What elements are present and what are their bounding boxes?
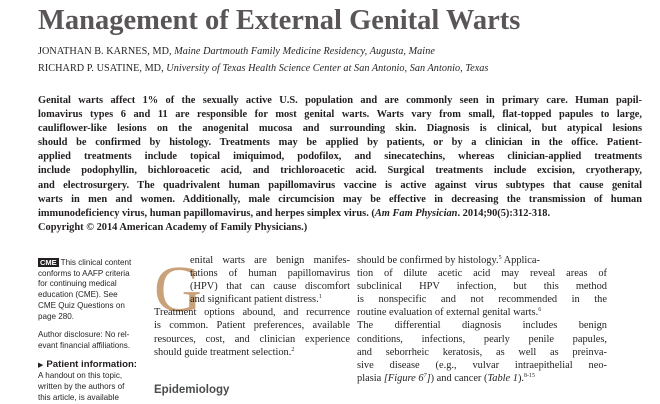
reference-marker[interactable]: 1 bbox=[318, 294, 322, 301]
body-line: subclinical HPV infection, but this method bbox=[357, 281, 607, 293]
body-line bbox=[154, 346, 350, 359]
body-column-2 bbox=[357, 254, 607, 385]
body-text: should be confirmed by histology. bbox=[357, 255, 499, 266]
cme-text: This clinical content bbox=[60, 258, 132, 267]
author-name: RICHARD P. USATINE, MD, bbox=[38, 63, 164, 74]
abstract-text: immunodeficiency virus, human papillomavirus, and herpes simplex virus. ( bbox=[38, 207, 375, 219]
section-heading-epidemiology: Epidemiology bbox=[154, 384, 230, 396]
body-line bbox=[357, 372, 607, 385]
table-reference[interactable]: Table 1 bbox=[487, 372, 518, 384]
body-text: should guide treatment selection. bbox=[154, 346, 292, 358]
body-line: enital warts are benign manifes- bbox=[190, 255, 350, 266]
abstract-line: and electrosurgery. The quadrivalent human papillomavirus vaccine is active against virus subtypes that cause genital bbox=[38, 179, 642, 191]
body-line: is nonspecific and not recommended in the bbox=[357, 294, 607, 306]
copyright: Copyright © 2014 American Academy of Family Physicians.) bbox=[38, 221, 308, 233]
triangle-right-icon: ▶ bbox=[38, 361, 44, 369]
body-line: The differential diagnosis includes benign bbox=[357, 320, 607, 332]
abstract-line: lomavirus types 6 and 11 are responsible for most genital warts. Warts vary from small, flat-topped papules to large, bbox=[38, 109, 642, 121]
body-line: tion of dilute acetic acid may reveal areas of bbox=[357, 268, 607, 280]
body-text: ). bbox=[517, 372, 525, 384]
author-affiliation: University of Texas Health Science Center at San Antonio, San Antonio, Texas bbox=[166, 63, 489, 74]
body-line: Treatment options abound, and recurrence bbox=[154, 307, 350, 319]
body-line: resources, cost, and clinician experience bbox=[154, 333, 350, 345]
body-line bbox=[357, 306, 607, 319]
reference-marker[interactable]: 5 bbox=[498, 255, 502, 261]
body-text: ) and cancer ( bbox=[430, 372, 488, 384]
cme-quiz-link[interactable]: CME Quiz Questions on bbox=[38, 300, 125, 310]
patient-info-text: written by the authors of bbox=[38, 382, 125, 392]
author-disclosure: Author disclosure: No rel- bbox=[38, 330, 130, 340]
patient-info-text: A handout on this topic, bbox=[38, 371, 123, 381]
author-disclosure: evant financial affiliations. bbox=[38, 340, 131, 350]
figure-reference[interactable]: [Figure $6^7$] bbox=[383, 372, 431, 384]
drop-cap: G bbox=[154, 253, 202, 326]
body-line: tations of human papillomavirus bbox=[190, 268, 350, 280]
body-text: routine evaluation of external genital warts. bbox=[357, 307, 539, 319]
abstract-line: include podophyllin, bichloroacetic acid, and trichloroacetic acid. Surgical treatments include excision, cryotherapy, bbox=[38, 165, 642, 177]
body-line: and seborrheic keratosis, as well as preinva- bbox=[357, 346, 607, 358]
body-column-1 bbox=[154, 254, 350, 359]
cme-line bbox=[38, 258, 153, 269]
author-2 bbox=[38, 63, 488, 74]
body-text: and significant patient distress. bbox=[190, 294, 319, 306]
body-line bbox=[357, 254, 607, 267]
abstract-line: warts in men and women. Additionally, male circumcision may be effective in decreasing the transmission of human bbox=[38, 193, 642, 205]
reference-marker[interactable]: 6 bbox=[538, 307, 542, 314]
body-line: (HPV) that can cause discomfort bbox=[190, 281, 350, 293]
patient-info-text: this article, is available bbox=[38, 392, 119, 402]
journal-citation: Am Fam Physician bbox=[374, 207, 458, 219]
abstract-line: applied treatments include topical imiquimod, podofilox, and sinecatechins, whereas clinician-applied treatments bbox=[38, 151, 642, 163]
body-line: is common. Patient preferences, available bbox=[154, 320, 350, 332]
author-affiliation: Maine Dartmouth Family Medicine Residency, Augusta, Maine bbox=[174, 46, 435, 57]
body-line: conditions, infections, pearly penile papules, bbox=[357, 333, 607, 345]
body-text: plasia bbox=[357, 372, 384, 384]
body-line bbox=[154, 293, 350, 306]
body-line: sive disease (e.g., vulvar intraepithelial neo- bbox=[357, 359, 607, 371]
article-title: Management of External Genital Warts bbox=[38, 5, 521, 36]
abstract-line bbox=[38, 207, 642, 221]
cme-page-ref: page 280. bbox=[38, 311, 75, 321]
cme-badge: CME bbox=[40, 258, 57, 267]
citation-details: . 2014;90(5):312-318. bbox=[457, 207, 551, 219]
author-1 bbox=[38, 46, 435, 57]
cme-text: education (CME). See bbox=[38, 290, 118, 300]
reference-marker[interactable]: 8-15 bbox=[524, 372, 536, 379]
abstract-line: Genital warts affect 1% of the sexually active U.S. population and are commonly seen in primary care. Human papil- bbox=[38, 95, 642, 106]
abstract bbox=[38, 94, 642, 235]
reference-marker[interactable]: 2 bbox=[291, 346, 295, 353]
patient-info-heading bbox=[38, 360, 153, 372]
abstract-line: cauliflower-like lesions on the anogenital mucosa and surrounding skin. Diagnosis is clinical, but atypical lesions bbox=[38, 123, 642, 135]
cme-text: conforms to AAFP criteria bbox=[38, 268, 130, 278]
abstract-line: should be confirmed by histology. Treatments may be applied by patients, or by a clinician in the office. Patient- bbox=[38, 137, 642, 149]
author-name: JONATHAN B. KARNES, MD, bbox=[38, 46, 172, 57]
cme-text: for continuing medical bbox=[38, 279, 117, 289]
patient-info-title: Patient information: bbox=[46, 358, 137, 370]
sidebar bbox=[38, 258, 153, 403]
body-text: Applica- bbox=[501, 255, 540, 266]
